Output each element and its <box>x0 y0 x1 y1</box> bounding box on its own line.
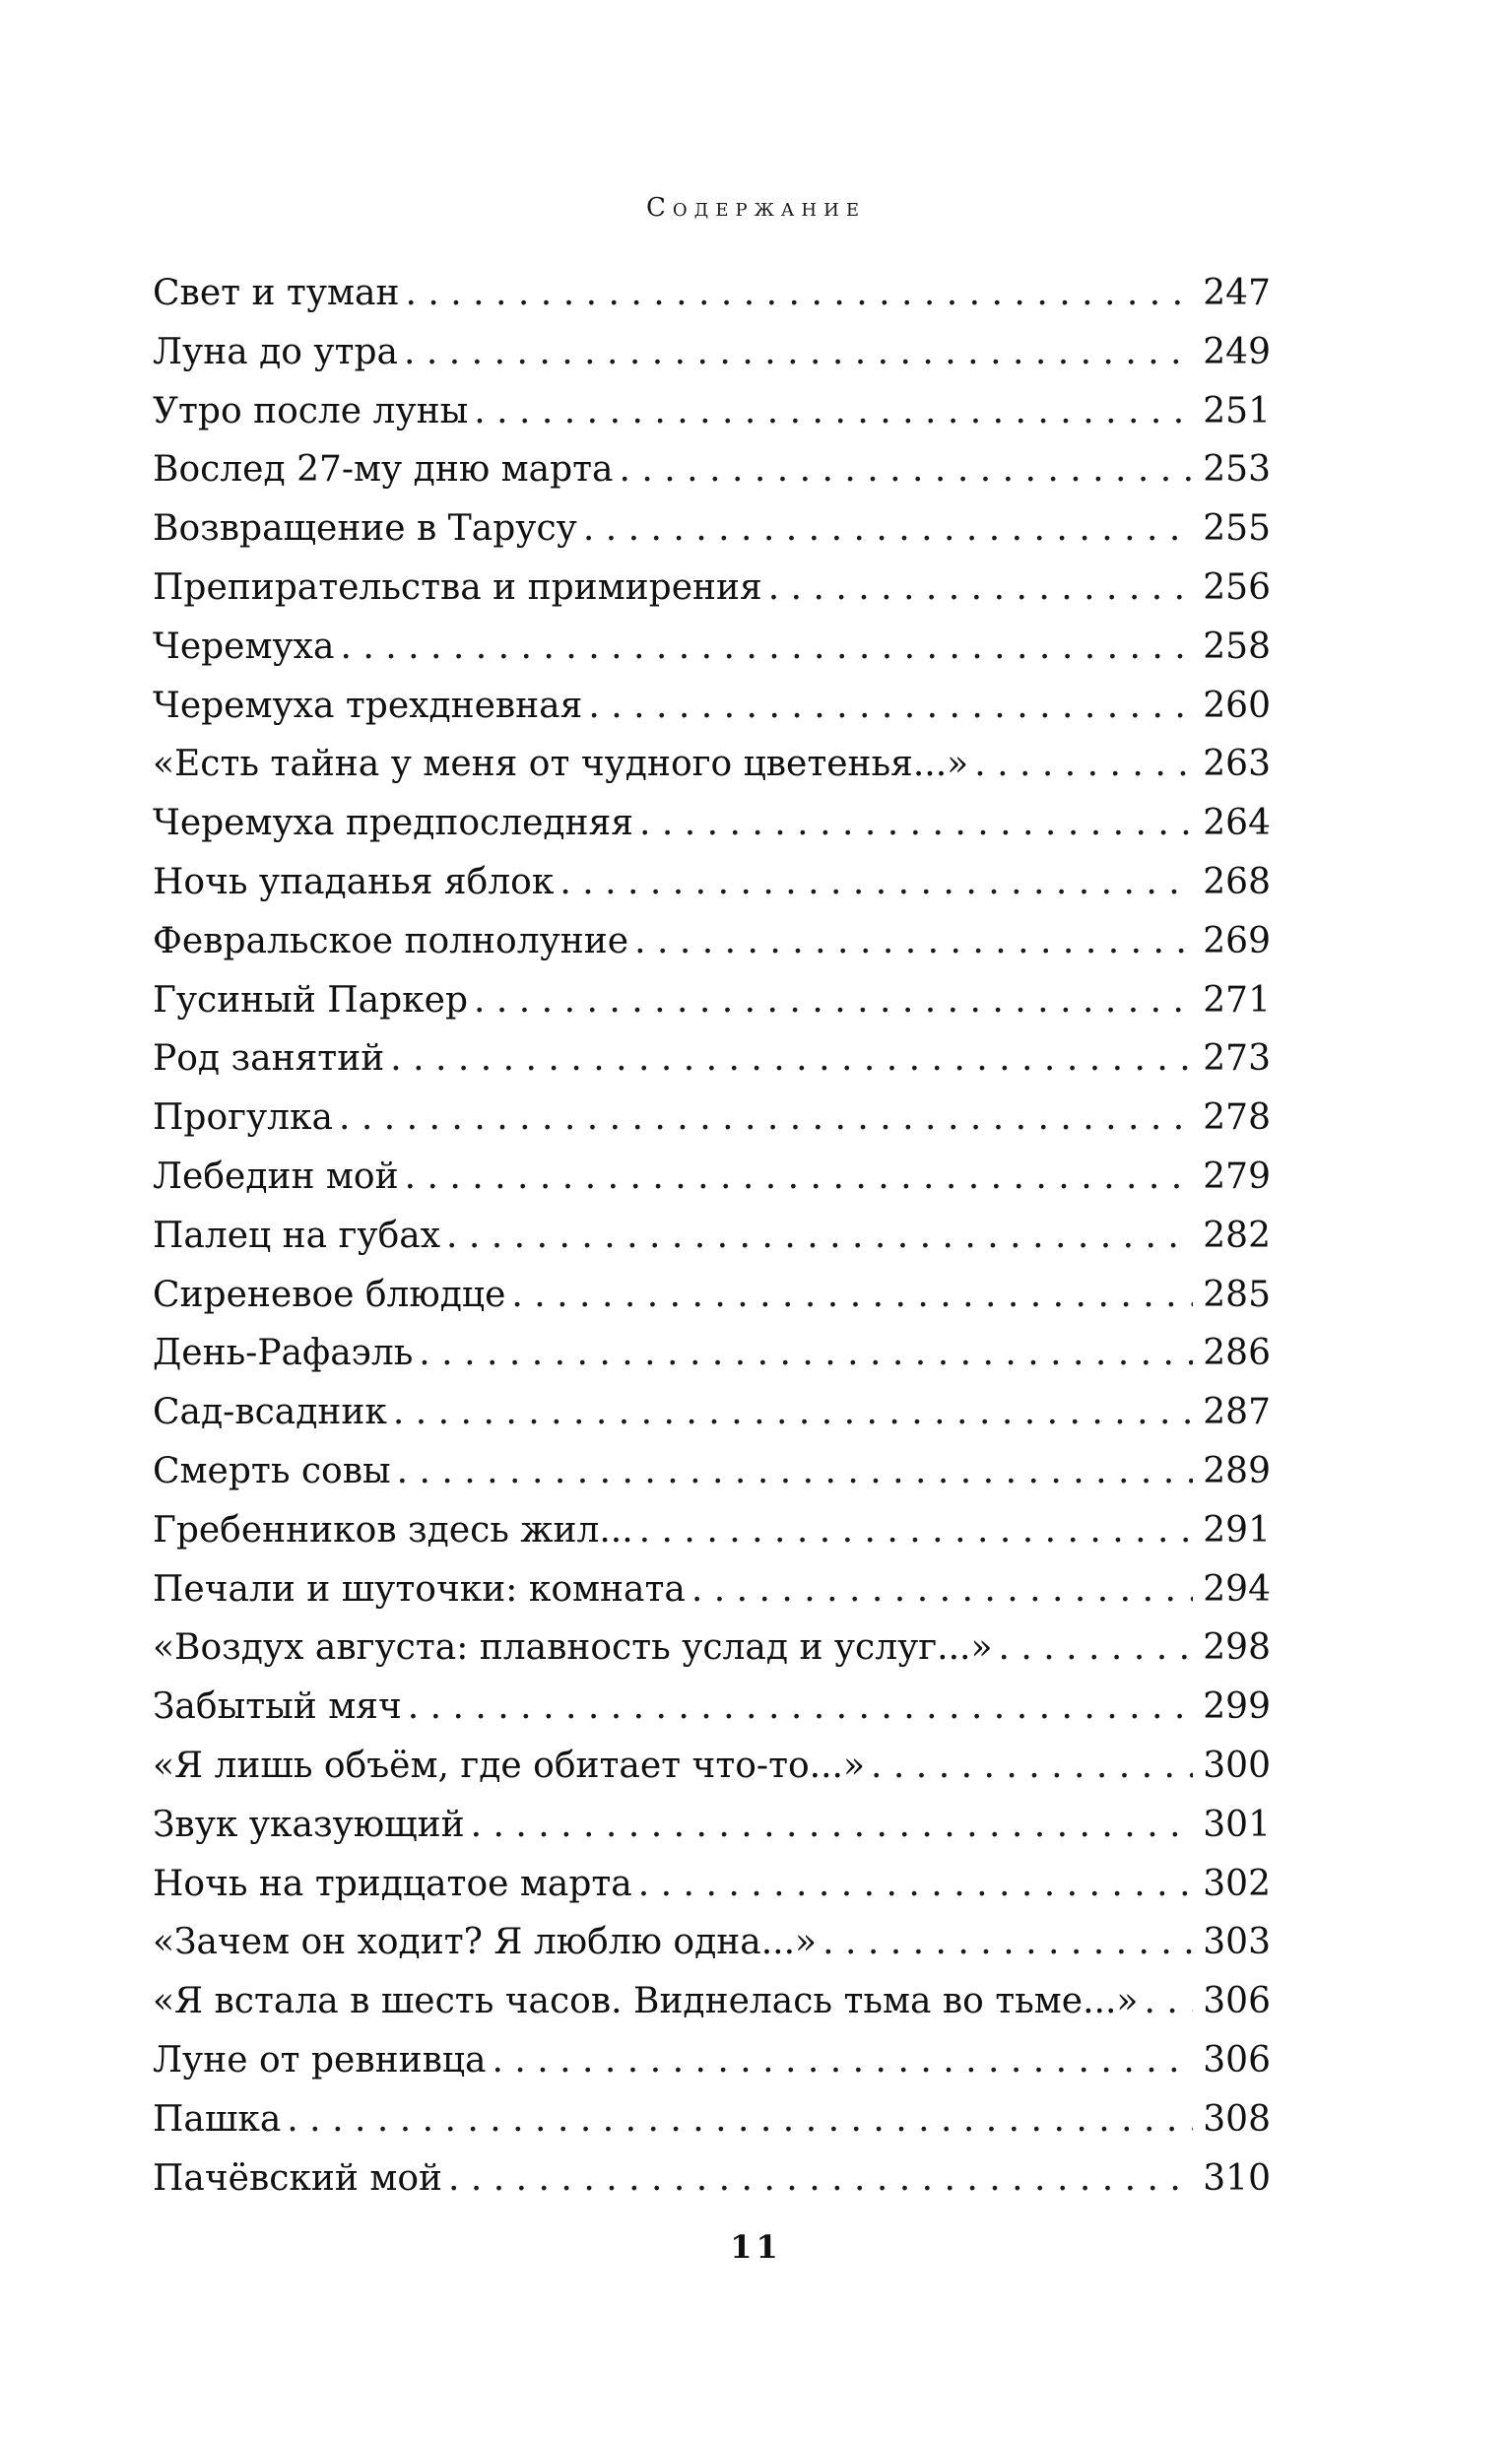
toc-entry-title: Свет и туман <box>153 273 400 313</box>
toc-entry-page: 258 <box>1203 626 1271 667</box>
dot-leader <box>639 1501 1194 1560</box>
toc-entry[interactable] <box>153 912 1271 971</box>
toc-entry-page: 256 <box>1203 566 1271 608</box>
toc-entry-title: Лебедин мой <box>153 1155 399 1197</box>
toc-entry-title: Гребенников здесь жил... <box>153 1509 633 1551</box>
toc-entry-page: 286 <box>1203 1333 1271 1374</box>
toc-entry[interactable] <box>153 382 1271 441</box>
toc-entry[interactable] <box>153 1089 1271 1148</box>
toc-entry-title: Печали и шуточки: комната <box>153 1568 686 1610</box>
toc-entry-title: «Воздух августа: плавность услад и услуг...» <box>153 1627 993 1669</box>
toc-entry[interactable] <box>153 1737 1271 1796</box>
toc-entry-page: 289 <box>1203 1450 1271 1491</box>
dot-leader <box>691 1560 1193 1619</box>
toc-entry-title: Препирательства и примирения <box>153 566 762 608</box>
dot-leader <box>974 735 1193 794</box>
toc-entry-page: 306 <box>1203 1981 1271 2022</box>
toc-entry-title: «Есть тайна у меня от чудного цветенья...» <box>153 744 969 785</box>
dot-leader <box>871 1737 1193 1796</box>
toc-entry[interactable] <box>153 1972 1271 2031</box>
toc-entry[interactable] <box>153 853 1271 912</box>
toc-entry[interactable] <box>153 559 1271 618</box>
toc-entry[interactable] <box>153 971 1271 1030</box>
toc-entry[interactable] <box>153 1913 1271 1972</box>
toc-entry-page: 285 <box>1203 1274 1271 1315</box>
dot-leader <box>822 1913 1193 1972</box>
toc-entry-page: 279 <box>1203 1155 1271 1197</box>
toc-entry[interactable] <box>153 1029 1271 1089</box>
toc-entry[interactable] <box>153 1383 1271 1442</box>
toc-entry[interactable] <box>153 794 1271 853</box>
table-of-contents <box>153 264 1271 2208</box>
toc-entry-page: 306 <box>1203 2039 1271 2080</box>
toc-entry-page: 263 <box>1203 744 1271 785</box>
toc-entry-page: 253 <box>1203 449 1271 491</box>
dot-leader <box>408 1678 1194 1737</box>
dot-leader <box>583 499 1193 559</box>
toc-entry-page: 303 <box>1203 1922 1271 1963</box>
toc-entry-title: «Зачем он ходит? Я люблю одна...» <box>153 1922 818 1963</box>
toc-entry-page: 278 <box>1203 1097 1271 1139</box>
toc-entry[interactable] <box>153 1796 1271 1855</box>
toc-entry-title: Черемуха <box>153 626 335 667</box>
toc-entry-title: Сиреневое блюдце <box>153 1274 506 1315</box>
dot-leader <box>474 382 1193 441</box>
dot-leader <box>419 1324 1193 1383</box>
toc-entry[interactable] <box>153 1855 1271 1914</box>
toc-entry-title: Черемуха трехдневная <box>153 685 583 726</box>
toc-entry-title: Вослед 27-му дню марта <box>153 449 614 491</box>
dot-leader <box>999 1618 1194 1678</box>
toc-entry-page: 299 <box>1203 1686 1271 1728</box>
dot-leader <box>638 1855 1194 1914</box>
dot-leader <box>340 618 1193 677</box>
toc-entry-page: 249 <box>1203 331 1271 372</box>
toc-entry-title: Февральское полнолуние <box>153 920 629 961</box>
dot-leader <box>446 1207 1193 1266</box>
toc-entry-page: 271 <box>1203 979 1271 1021</box>
toc-entry-page: 264 <box>1203 803 1271 844</box>
toc-entry[interactable] <box>153 1148 1271 1207</box>
dot-leader <box>492 2031 1193 2090</box>
toc-entry[interactable] <box>153 1618 1271 1678</box>
toc-entry-page: 255 <box>1203 508 1271 550</box>
toc-entry-page: 302 <box>1203 1863 1271 1904</box>
toc-entry[interactable] <box>153 1442 1271 1501</box>
dot-leader <box>405 264 1193 323</box>
dot-leader <box>474 971 1193 1030</box>
dot-leader <box>390 1029 1193 1089</box>
toc-entry-title: День-Рафаэль <box>153 1333 414 1374</box>
toc-entry-page: 260 <box>1203 685 1271 726</box>
toc-entry-title: Пашка <box>153 2098 282 2140</box>
dot-leader <box>1144 1972 1193 2031</box>
dot-leader <box>634 912 1193 971</box>
page-number: 11 <box>730 2228 782 2266</box>
dot-leader <box>559 853 1193 912</box>
toc-entry-page: 294 <box>1203 1568 1271 1610</box>
dot-leader <box>405 1148 1194 1207</box>
dot-leader <box>404 323 1193 382</box>
toc-entry-title: Род занятий <box>153 1038 385 1080</box>
toc-entry[interactable] <box>153 1501 1271 1560</box>
toc-entry-page: 251 <box>1203 390 1271 431</box>
dot-leader <box>588 677 1193 736</box>
toc-entry-page: 300 <box>1203 1745 1271 1786</box>
toc-entry-page: 273 <box>1203 1038 1271 1080</box>
dot-leader <box>339 1089 1193 1148</box>
toc-entry-title: Сад-всадник <box>153 1392 387 1433</box>
toc-entry-title: Ночь упаданья яблок <box>153 861 555 902</box>
toc-entry-title: Гусиный Паркер <box>153 979 469 1021</box>
toc-entry[interactable] <box>153 499 1271 559</box>
toc-entry-title: Звук указующий <box>153 1804 465 1845</box>
toc-entry-title: Луне от ревнивца <box>153 2039 487 2080</box>
toc-entry-page: 287 <box>1203 1392 1271 1433</box>
dot-leader <box>397 1442 1194 1501</box>
dot-leader <box>639 794 1193 853</box>
dot-leader <box>287 2090 1193 2149</box>
toc-entry[interactable] <box>153 735 1271 794</box>
toc-entry[interactable] <box>153 2149 1271 2209</box>
toc-entry-page: 247 <box>1203 273 1271 313</box>
toc-entry[interactable] <box>153 1324 1271 1383</box>
dot-leader <box>471 1796 1194 1855</box>
toc-entry[interactable] <box>153 2090 1271 2149</box>
toc-entry-title: Смерть совы <box>153 1450 391 1491</box>
toc-entry-title: Черемуха предпоследняя <box>153 803 633 844</box>
running-head: Содержание <box>646 193 866 223</box>
toc-entry-title: Утро после луны <box>153 390 469 431</box>
toc-entry-title: «Я лишь объём, где обитает что-то...» <box>153 1745 866 1786</box>
toc-entry[interactable] <box>153 1266 1271 1325</box>
toc-entry-title: Палец на губах <box>153 1215 441 1256</box>
toc-entry-title: Ночь на тридцатое марта <box>153 1863 632 1904</box>
toc-entry-page: 282 <box>1203 1215 1271 1256</box>
toc-entry[interactable] <box>153 2031 1271 2090</box>
toc-entry-title: Забытый мяч <box>153 1686 402 1728</box>
dot-leader <box>620 440 1194 499</box>
toc-entry-page: 308 <box>1203 2098 1271 2140</box>
dot-leader <box>511 1266 1193 1325</box>
toc-entry[interactable] <box>153 264 1271 323</box>
toc-entry-page: 268 <box>1203 861 1271 902</box>
toc-entry-title: Пачёвский мой <box>153 2157 442 2199</box>
dot-leader <box>448 2149 1193 2209</box>
toc-entry[interactable] <box>153 440 1271 499</box>
toc-entry[interactable] <box>153 1678 1271 1737</box>
toc-entry[interactable] <box>153 618 1271 677</box>
toc-entry[interactable] <box>153 1560 1271 1619</box>
toc-entry-title: Прогулка <box>153 1097 333 1139</box>
toc-entry-title: Возвращение в Тарусу <box>153 508 577 550</box>
toc-entry[interactable] <box>153 323 1271 382</box>
toc-entry-page: 269 <box>1203 920 1271 961</box>
toc-entry-title: «Я встала в шесть часов. Виднелась тьма во тьме...» <box>153 1981 1139 2022</box>
toc-entry-title: Луна до утра <box>153 331 399 372</box>
toc-entry-page: 310 <box>1203 2157 1271 2199</box>
toc-entry-page: 301 <box>1203 1804 1271 1845</box>
toc-entry-page: 298 <box>1203 1627 1271 1669</box>
toc-entry-page: 291 <box>1203 1509 1271 1551</box>
toc-entry[interactable] <box>153 677 1271 736</box>
dot-leader <box>768 559 1194 618</box>
dot-leader <box>393 1383 1193 1442</box>
toc-entry[interactable] <box>153 1207 1271 1266</box>
